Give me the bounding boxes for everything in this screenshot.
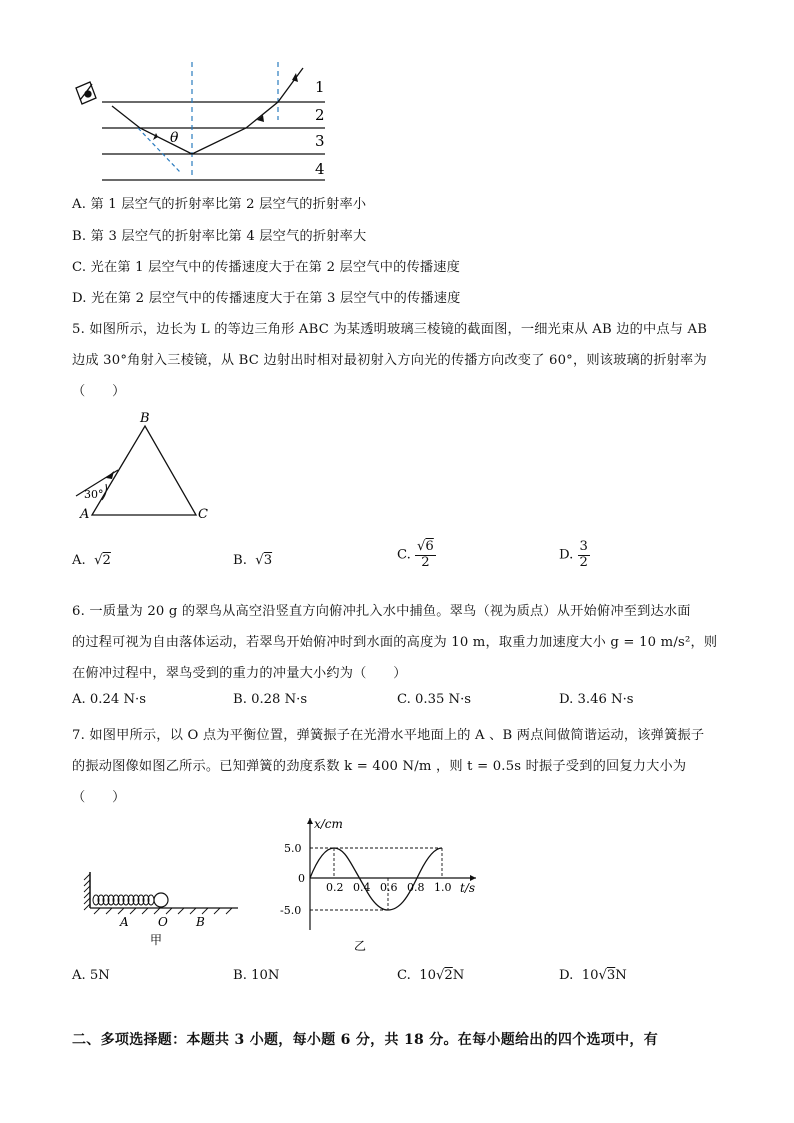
caption-jia: 甲: [150, 933, 163, 947]
y-tick-bottom: -5.0: [280, 904, 302, 917]
triangle-prism-figure: [72, 408, 222, 523]
xt-graph-figure: [280, 812, 490, 957]
q7-option-d: D. 10√3N: [559, 968, 627, 983]
q6-stem-line3: 在俯冲过程中，翠鸟受到的重力的冲量大小约为（ ）: [72, 666, 407, 681]
layer-label-3: 3: [315, 132, 325, 150]
q5-option-a: A. √2: [72, 553, 111, 568]
q6-stem-line2: 的过程可视为自由落体运动，若翠鸟开始俯冲时到水面的高度为 10 m，取重力加速度大小 g = 10 m/s²，则: [72, 635, 718, 650]
q4-option-b: B. 第 3 层空气的折射率比第 4 层空气的折射率大: [72, 229, 367, 244]
point-b: B: [196, 915, 205, 929]
y-tick-top: 5.0: [284, 842, 302, 855]
q6-stem-line1: 6. 一质量为 20 g 的翠鸟从高空沿竖直方向俯冲扎入水中捕鱼。翠鸟（视为质点）从开始俯冲至到达水面: [72, 604, 691, 619]
x-axis-label: t/s: [460, 881, 476, 895]
q7-paren: （ ）: [72, 790, 126, 805]
q5-option-d: D. $\frac{3}{2}$: [559, 539, 588, 570]
xt-curve: [310, 848, 442, 910]
q4-option-a: A. 第 1 层空气的折射率比第 2 层空气的折射率小: [72, 197, 367, 212]
q5-paren: （ ）: [72, 384, 126, 399]
y-axis-label: x/cm: [314, 817, 343, 831]
q7-stem-line1: 7. 如图甲所示，以 O 点为平衡位置，弹簧振子在光滑水平地面上的 A 、B 两点间做简谐运动，该弹簧振子: [72, 728, 705, 743]
y-tick-zero: 0: [298, 872, 305, 885]
layer-label-1: 1: [315, 78, 325, 96]
section-2-heading: 二、多项选择题：本题共 3 小题，每小题 6 分，共 18 分。在每小题给出的四个选项中，有: [72, 1032, 659, 1048]
x-tick-1.0: 1.0: [434, 881, 452, 894]
q6-option-c: C. 0.35 N·s: [397, 692, 472, 707]
eye-icon: [76, 82, 96, 104]
q4-option-c: C. 光在第 1 层空气中的传播速度大于在第 2 层空气中的传播速度: [72, 260, 461, 275]
x-tick-0.8: 0.8: [407, 881, 425, 894]
q7-option-b: B. 10N: [233, 968, 280, 983]
q7-option-c: C. 10√2N: [397, 968, 465, 983]
vertex-b: B: [140, 411, 150, 426]
q5-option-c: C. $\frac{√6}{2}$: [397, 539, 434, 570]
layer-label-2: 2: [315, 106, 325, 124]
q6-option-d: D. 3.46 N·s: [559, 692, 634, 707]
x-tick-0.4: 0.4: [353, 881, 371, 894]
q5-stem-line2: 边成 30°角射入三棱镜，从 BC 边射出时相对最初射入方向光的传播方向改变了 60°，则该玻璃的折射率为: [72, 353, 707, 368]
x-tick-0.6: 0.6: [380, 881, 398, 894]
point-a: A: [120, 915, 129, 929]
q7-stem-line2: 的振动图像如图乙所示。已知弹簧的劲度系数 k = 400 N/m ，则 t = 0.5s 时振子受到的回复力大小为: [72, 759, 687, 774]
layer-label-4: 4: [315, 160, 325, 178]
q6-option-a: A. 0.24 N·s: [72, 692, 146, 707]
angle-30: 30°: [84, 488, 104, 501]
air-layers-figure: [70, 60, 340, 185]
x-tick-0.2: 0.2: [326, 881, 344, 894]
q7-option-a: A. 5N: [72, 968, 110, 983]
q5-stem-line1: 5. 如图所示，边长为 L 的等边三角形 ABC 为某透明玻璃三棱镜的截面图，一细光束从 AB 边的中点与 AB: [72, 322, 708, 337]
spring-oscillator-figure: [80, 860, 250, 950]
q5-option-b: B. √3: [233, 553, 273, 568]
q6-option-b: B. 0.28 N·s: [233, 692, 308, 707]
vertex-a: A: [80, 507, 90, 522]
vertex-c: C: [198, 507, 208, 522]
q4-option-d: D. 光在第 2 层空气中的传播速度大于在第 3 层空气中的传播速度: [72, 291, 461, 306]
theta-label: θ: [170, 130, 179, 146]
caption-yi: 乙: [354, 939, 367, 953]
point-o: O: [158, 915, 168, 929]
